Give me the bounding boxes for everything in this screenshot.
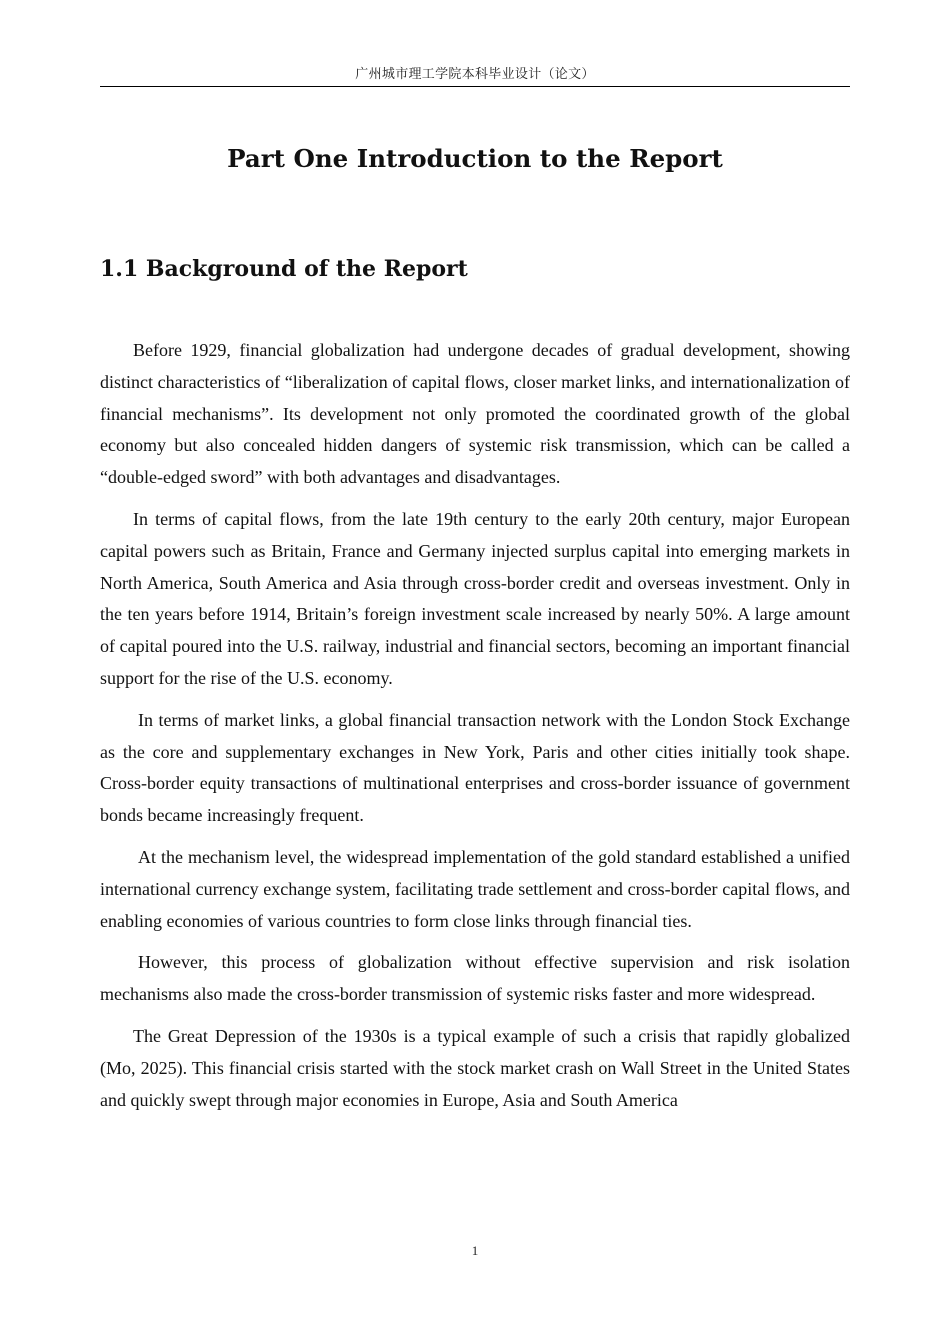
- paragraph-intro: Before 1929, financial globalization had undergone decades of gradual development, showing distinct characteristics of “liberalization of capital flows, closer market links, and internationalization of financial mechanisms”. Its development not only promoted the coordinated growth of the global economy but also concealed hidden dangers of systemic risk transmission, which can be called a “double-edged sword” with both advantages and disadvantages.: [100, 340, 850, 488]
- paragraph-market-links: In terms of market links, a global financial transaction network with the London Stock Exchange as the core and supplementary exchanges in New York, Paris and other cities initially took shape. Cross-border equity transactions of multinational enterprises and cross-border issuance of government bonds became increasingly frequent.: [100, 709, 850, 826]
- paragraph-risk-transmission: However, this process of globalization without effective supervision and risk isolation mechanisms also made the cross-border transmission of systemic risks faster and more widespread.: [100, 952, 850, 1005]
- page-header: 广州城市理工学院本科毕业设计（论文）: [100, 66, 850, 87]
- page-number: 1: [471, 1243, 479, 1258]
- section-heading: 1.1 Background of the Report: [100, 256, 468, 282]
- document-title: Part One Introduction to the Report: [227, 144, 723, 173]
- paragraph-great-depression: The Great Depression of the 1930s is a typical example of such a crisis that rapidly globalized (Mo, 2025). This financial crisis started with the stock market crash on Wall Street in the United States and quickly swept through major economies in Europe, Asia and South America: [100, 1025, 850, 1110]
- paragraph-capital-flows: In terms of capital flows, from the late 19th century to the early 20th century, major European capital powers such as Britain, France and Germany injected surplus capital into emerging markets in North America, South America and Asia through cross-border credit and overseas investment. Only in the ten years before 1914, Britain’s foreign investment scale increased by nearly 50%. A large amount of capital poured into the U.S. railway, industrial and financial sectors, becoming an important financial support for the rise of the U.S. economy.: [100, 508, 850, 688]
- body-text: [100, 335, 850, 1126]
- paragraph-mechanism-level: At the mechanism level, the widespread implementation of the gold standard established a unified international currency exchange system, facilitating trade settlement and cross-border capital flows, and enabling economies of various countries to form close links through financial ties.: [100, 846, 850, 931]
